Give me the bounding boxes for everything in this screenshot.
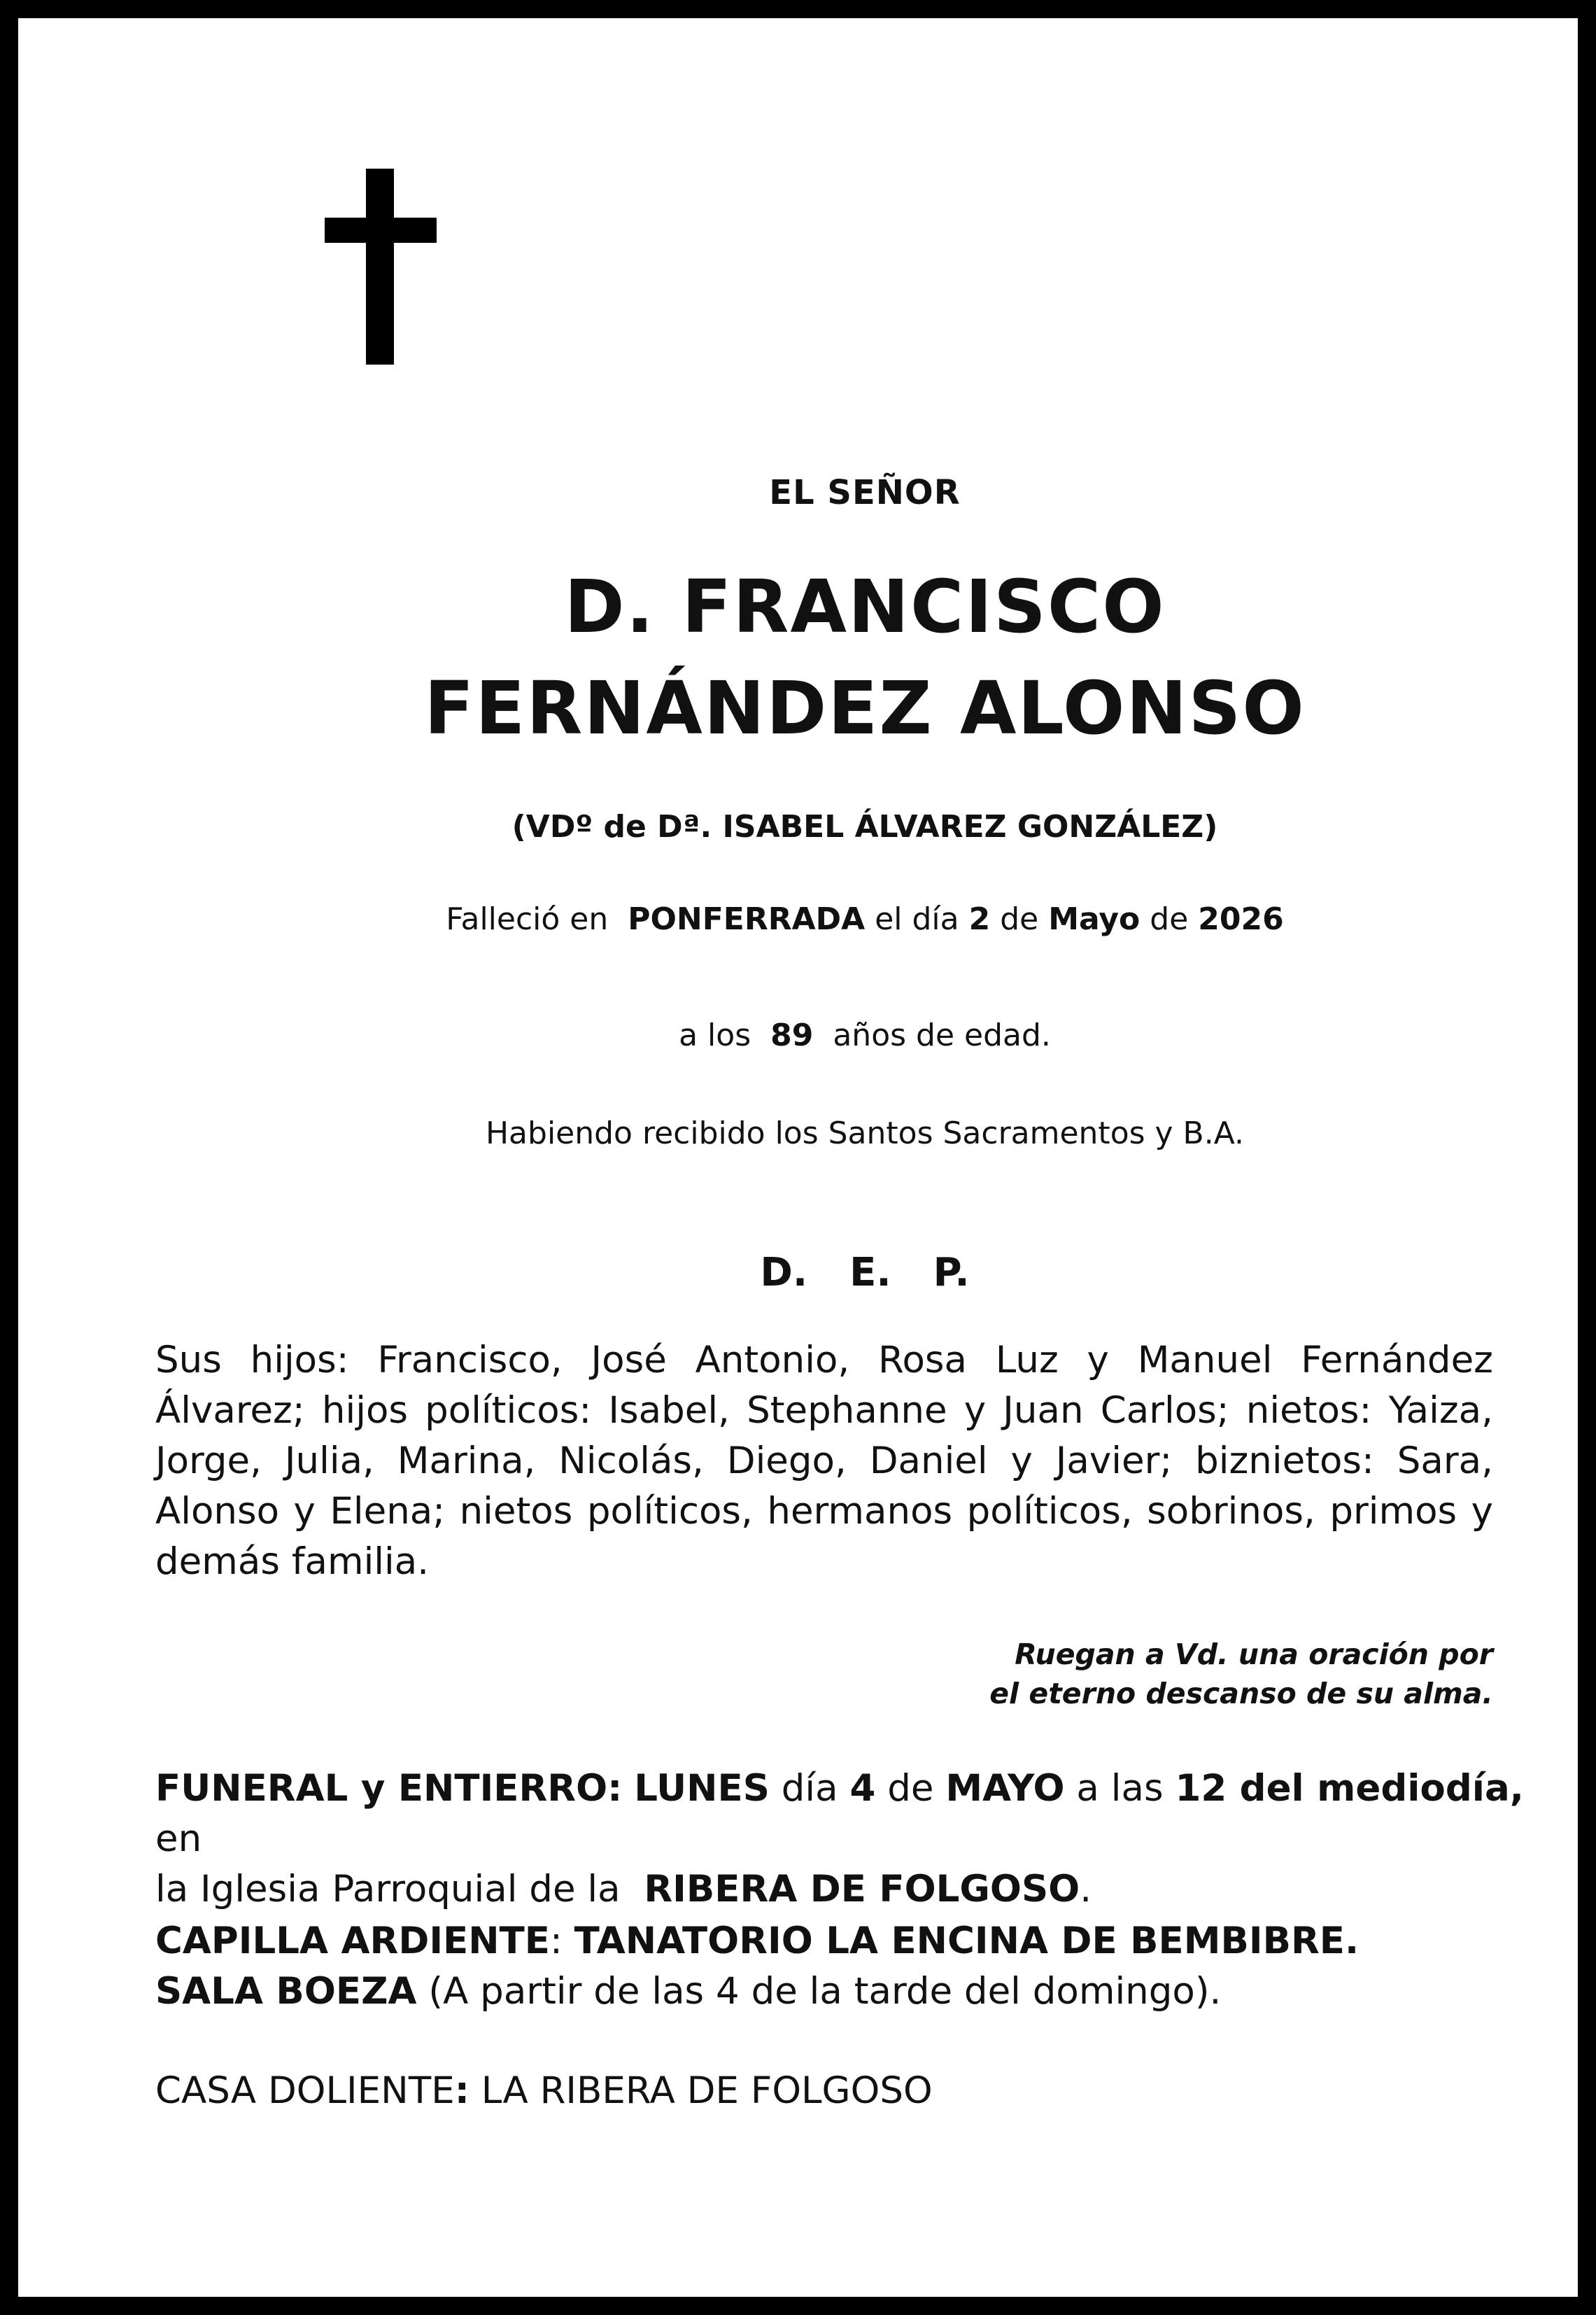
church-name: RIBERA DE FOLGOSO [644,1868,1080,1911]
death-day: 2 [968,901,991,937]
chapel-info [155,1916,1527,2017]
death-place: PONFERRADA [628,901,866,937]
death-year: 2026 [1198,901,1284,937]
chapel-colon: : [549,1920,563,1962]
cross-icon [325,169,437,365]
funeral-end: . [1080,1868,1092,1911]
prayer-line-2: el eterno descanso de su alma. [989,1677,1493,1710]
family-paragraph: Sus hijos: Francisco, José Antonio, Rosa Luz y Manuel Fernández Álvarez; hijos políticos: Isabel, Stephanne y Juan Carlos; nietos: Yaiza, Jorge, Julia, Marina, Nicolás, Diego, Daniel y Javier; biznietos: Sara, Alonso y Elena; nietos políticos, hermanos políticos, sobrinos, primos y demás familia. [155,1339,1493,1583]
death-info [158,901,1572,937]
chapel-label: CAPILLA ARDIENTE [155,1920,550,1962]
chapel-venue: TANATORIO LA ENCINA DE BEMBIBRE. [574,1920,1360,1962]
chapel-note: (A partir de las 4 de la tarde del domingo). [428,1970,1222,2013]
death-prefix: Falleció en [446,901,609,937]
rip-letter-d: D. [760,1250,808,1295]
funeral-day-label: día [781,1767,838,1810]
funeral-day: 4 [849,1767,876,1810]
funeral-at: a las [1076,1767,1164,1810]
widower-of: (VDº de Dª. ISABEL ÁLVAREZ GONZÁLEZ) [511,809,1218,845]
house-place: LA RIBERA DE FOLGOSO [481,2069,933,2112]
house-colon: : [454,2069,469,2112]
funeral-info [155,1764,1527,1915]
death-day-label: el día [875,901,959,937]
age-years: 89 [770,1018,814,1053]
funeral-time: 12 del mediodía, [1175,1767,1524,1810]
funeral-weekday: LUNES [634,1767,770,1810]
funeral-month: MAYO [945,1767,1065,1810]
age-info [158,1018,1572,1053]
house-info [155,2066,1527,2116]
rip-letter-p: P. [933,1250,970,1295]
chapel-room: SALA BOEZA [155,1970,417,2013]
deceased-name-line-2: FERNÁNDEZ ALONSO [424,666,1306,751]
heading: EL SEÑOR [769,473,961,512]
age-prefix: a los [679,1018,751,1053]
sacraments-text: Habiendo recibido los Santos Sacramentos y B.A. [485,1116,1245,1151]
death-of-2: de [1150,901,1189,937]
house-label: CASA DOLIENTE [155,2069,455,2112]
rip-letter-e: E. [849,1250,891,1295]
funeral-in: en [155,1817,202,1860]
death-of-1: de [1000,901,1039,937]
rip-text [158,1250,1572,1295]
death-month: Mayo [1048,901,1140,937]
age-suffix: años de edad. [833,1018,1051,1053]
deceased-name-line-1: D. FRANCISCO [564,564,1166,649]
prayer-line-1: Ruegan a Vd. una oración por [1015,1638,1493,1671]
funeral-label: FUNERAL y ENTIERRO: [155,1767,623,1810]
prayer-request [155,1635,1493,1713]
church-prefix: la Iglesia Parroquial de la [155,1868,621,1911]
funeral-of: de [887,1767,934,1810]
